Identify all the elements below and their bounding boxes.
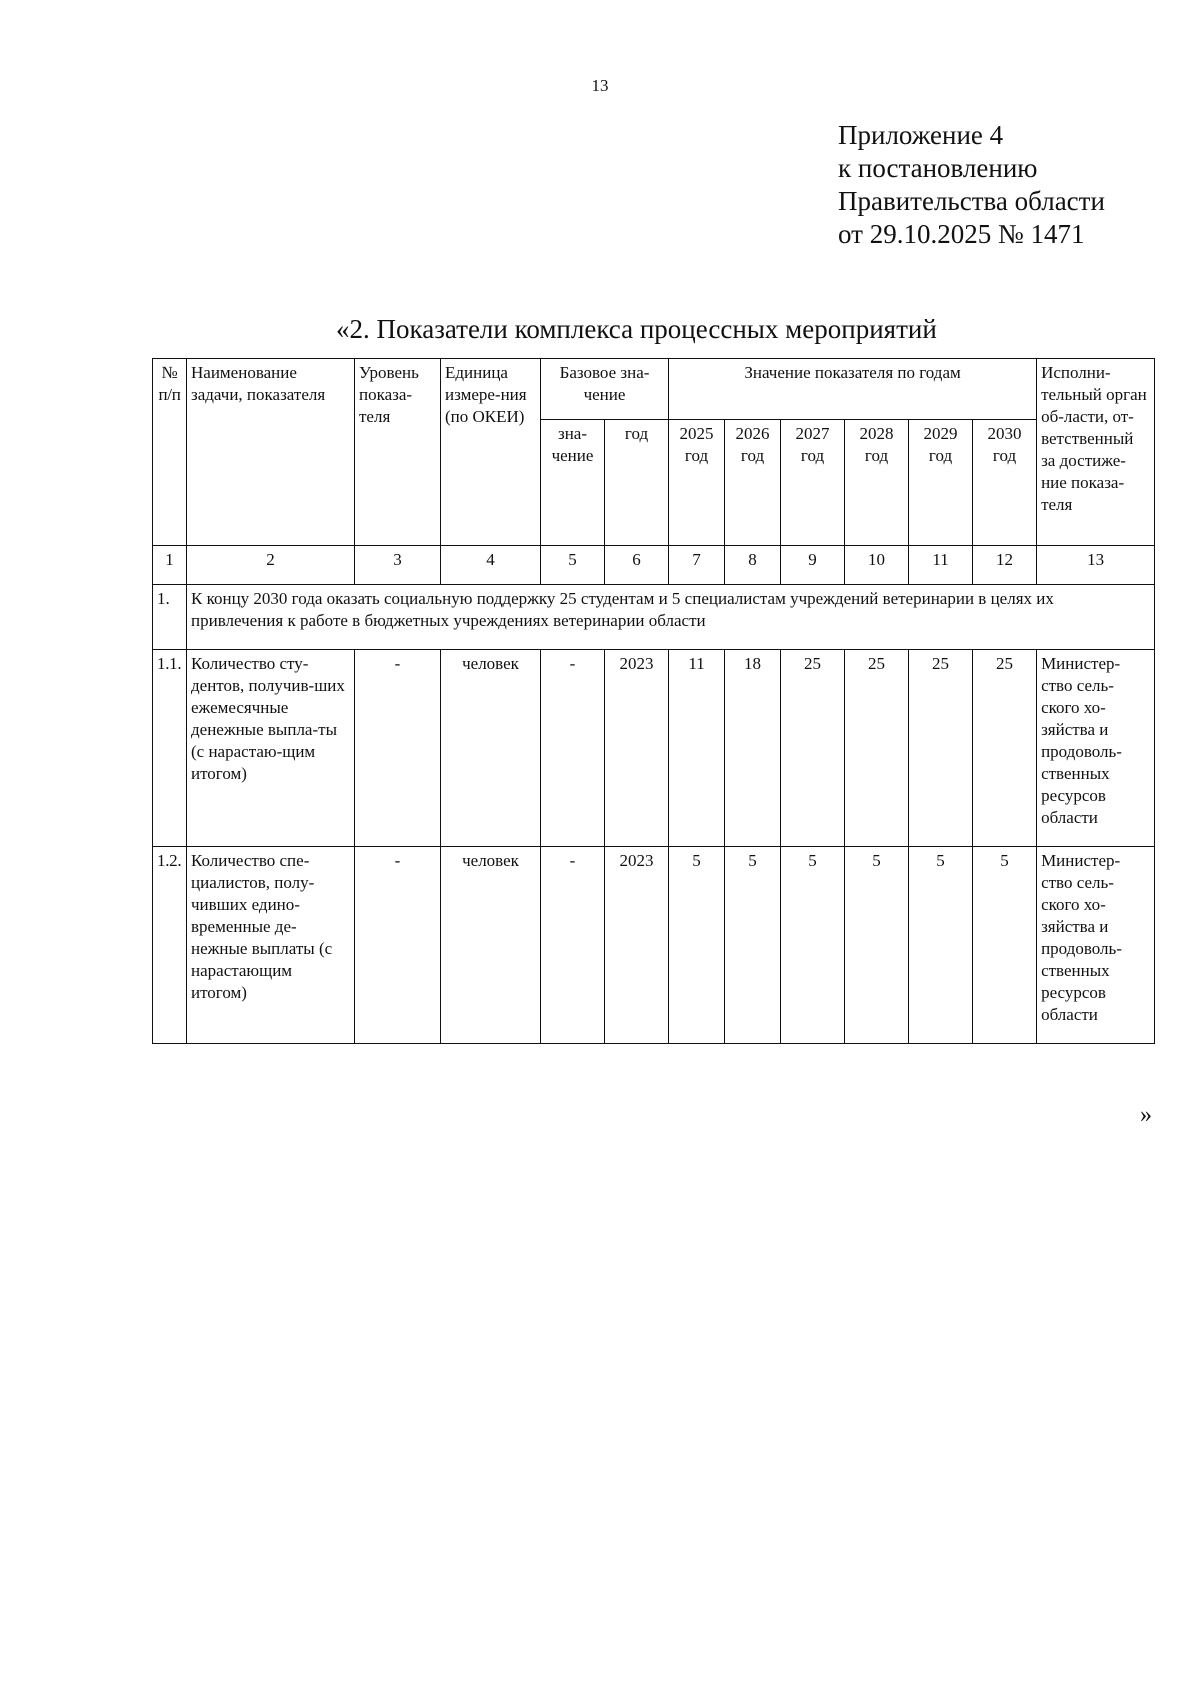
value-2026: 5: [725, 847, 781, 1044]
indicator-name: Количество спе-циалистов, полу-чивших едино-временные де-нежные выплаты (с нарастающим итогом): [187, 847, 355, 1044]
table-row: [153, 847, 1155, 1044]
column-number: 10: [845, 546, 909, 585]
header-name: Наименование задачи, показателя: [187, 359, 355, 546]
column-numbers-row: [153, 546, 1155, 585]
header-num: № п/п: [153, 359, 187, 546]
value-2025: 5: [669, 847, 725, 1044]
indicator-level: -: [355, 650, 441, 847]
value-2026: 18: [725, 650, 781, 847]
section-title: «2. Показатели комплекса процессных мероприятий: [336, 314, 937, 344]
indicators-table: [152, 358, 1155, 1044]
value-2028: 5: [845, 847, 909, 1044]
indicator-unit: человек: [441, 650, 541, 847]
row-number: 1.2.: [153, 847, 187, 1044]
value-2030: 5: [973, 847, 1037, 1044]
header-year-2027: 2027 год: [781, 420, 845, 546]
value-2025: 11: [669, 650, 725, 847]
header-executor: Исполни-тельный орган об-ласти, от-ветственный за достиже-ние показа-теля: [1037, 359, 1155, 546]
header-unit: Единица измере-ния (по ОКЕИ): [441, 359, 541, 546]
column-number: 6: [605, 546, 669, 585]
indicator-unit: человек: [441, 847, 541, 1044]
header-year-2025: 2025 год: [669, 420, 725, 546]
column-number: 7: [669, 546, 725, 585]
header-base-value: зна-чение: [541, 420, 605, 546]
row-number: 1.1.: [153, 650, 187, 847]
header-base: Базовое зна-чение: [541, 359, 669, 420]
header-row-1: [153, 359, 1155, 420]
appendix-line-3: Правительства области: [838, 186, 1105, 216]
column-number: 8: [725, 546, 781, 585]
value-2028: 25: [845, 650, 909, 847]
value-2027: 5: [781, 847, 845, 1044]
appendix-block: [838, 119, 1105, 251]
appendix-line-4: от 29.10.2025 № 1471: [838, 219, 1085, 249]
closing-quote: »: [1140, 1102, 1152, 1128]
column-number: 3: [355, 546, 441, 585]
value-2029: 5: [909, 847, 973, 1044]
appendix-line-2: к постановлению: [838, 153, 1038, 183]
task-row: [153, 585, 1155, 650]
header-base-year: год: [605, 420, 669, 546]
header-year-2028: 2028 год: [845, 420, 909, 546]
base-year: 2023: [605, 847, 669, 1044]
task-number: 1.: [153, 585, 187, 650]
base-value: -: [541, 847, 605, 1044]
column-number: 5: [541, 546, 605, 585]
column-number: 12: [973, 546, 1037, 585]
base-value: -: [541, 650, 605, 847]
appendix-line-1: Приложение 4: [838, 120, 1004, 150]
column-number: 4: [441, 546, 541, 585]
column-number: 11: [909, 546, 973, 585]
table-row: [153, 650, 1155, 847]
column-number: 2: [187, 546, 355, 585]
value-2030: 25: [973, 650, 1037, 847]
header-year-2030: 2030 год: [973, 420, 1037, 546]
header-year-2026: 2026 год: [725, 420, 781, 546]
header-level: Уровень показа-теля: [355, 359, 441, 546]
executor: Министер-ство сель-ского хо-зяйства и продоволь-ственных ресурсов области: [1037, 650, 1155, 847]
column-number: 1: [153, 546, 187, 585]
value-2027: 25: [781, 650, 845, 847]
indicator-name: Количество сту-дентов, получив-ших ежемесячные денежные выпла-ты (с нарастаю-щим итогом): [187, 650, 355, 847]
task-text: К концу 2030 года оказать социальную поддержку 25 студентам и 5 специалистам учреждений ветеринарии в целях их привлечения к работе в бюджетных учреждениях ветеринарии области: [187, 585, 1155, 650]
header-year-2029: 2029 год: [909, 420, 973, 546]
value-2029: 25: [909, 650, 973, 847]
page-number: 13: [591, 76, 609, 95]
column-number: 9: [781, 546, 845, 585]
executor: Министер-ство сель-ского хо-зяйства и продоволь-ственных ресурсов области: [1037, 847, 1155, 1044]
indicator-level: -: [355, 847, 441, 1044]
base-year: 2023: [605, 650, 669, 847]
header-by-years: Значение показателя по годам: [669, 359, 1037, 420]
column-number: 13: [1037, 546, 1155, 585]
